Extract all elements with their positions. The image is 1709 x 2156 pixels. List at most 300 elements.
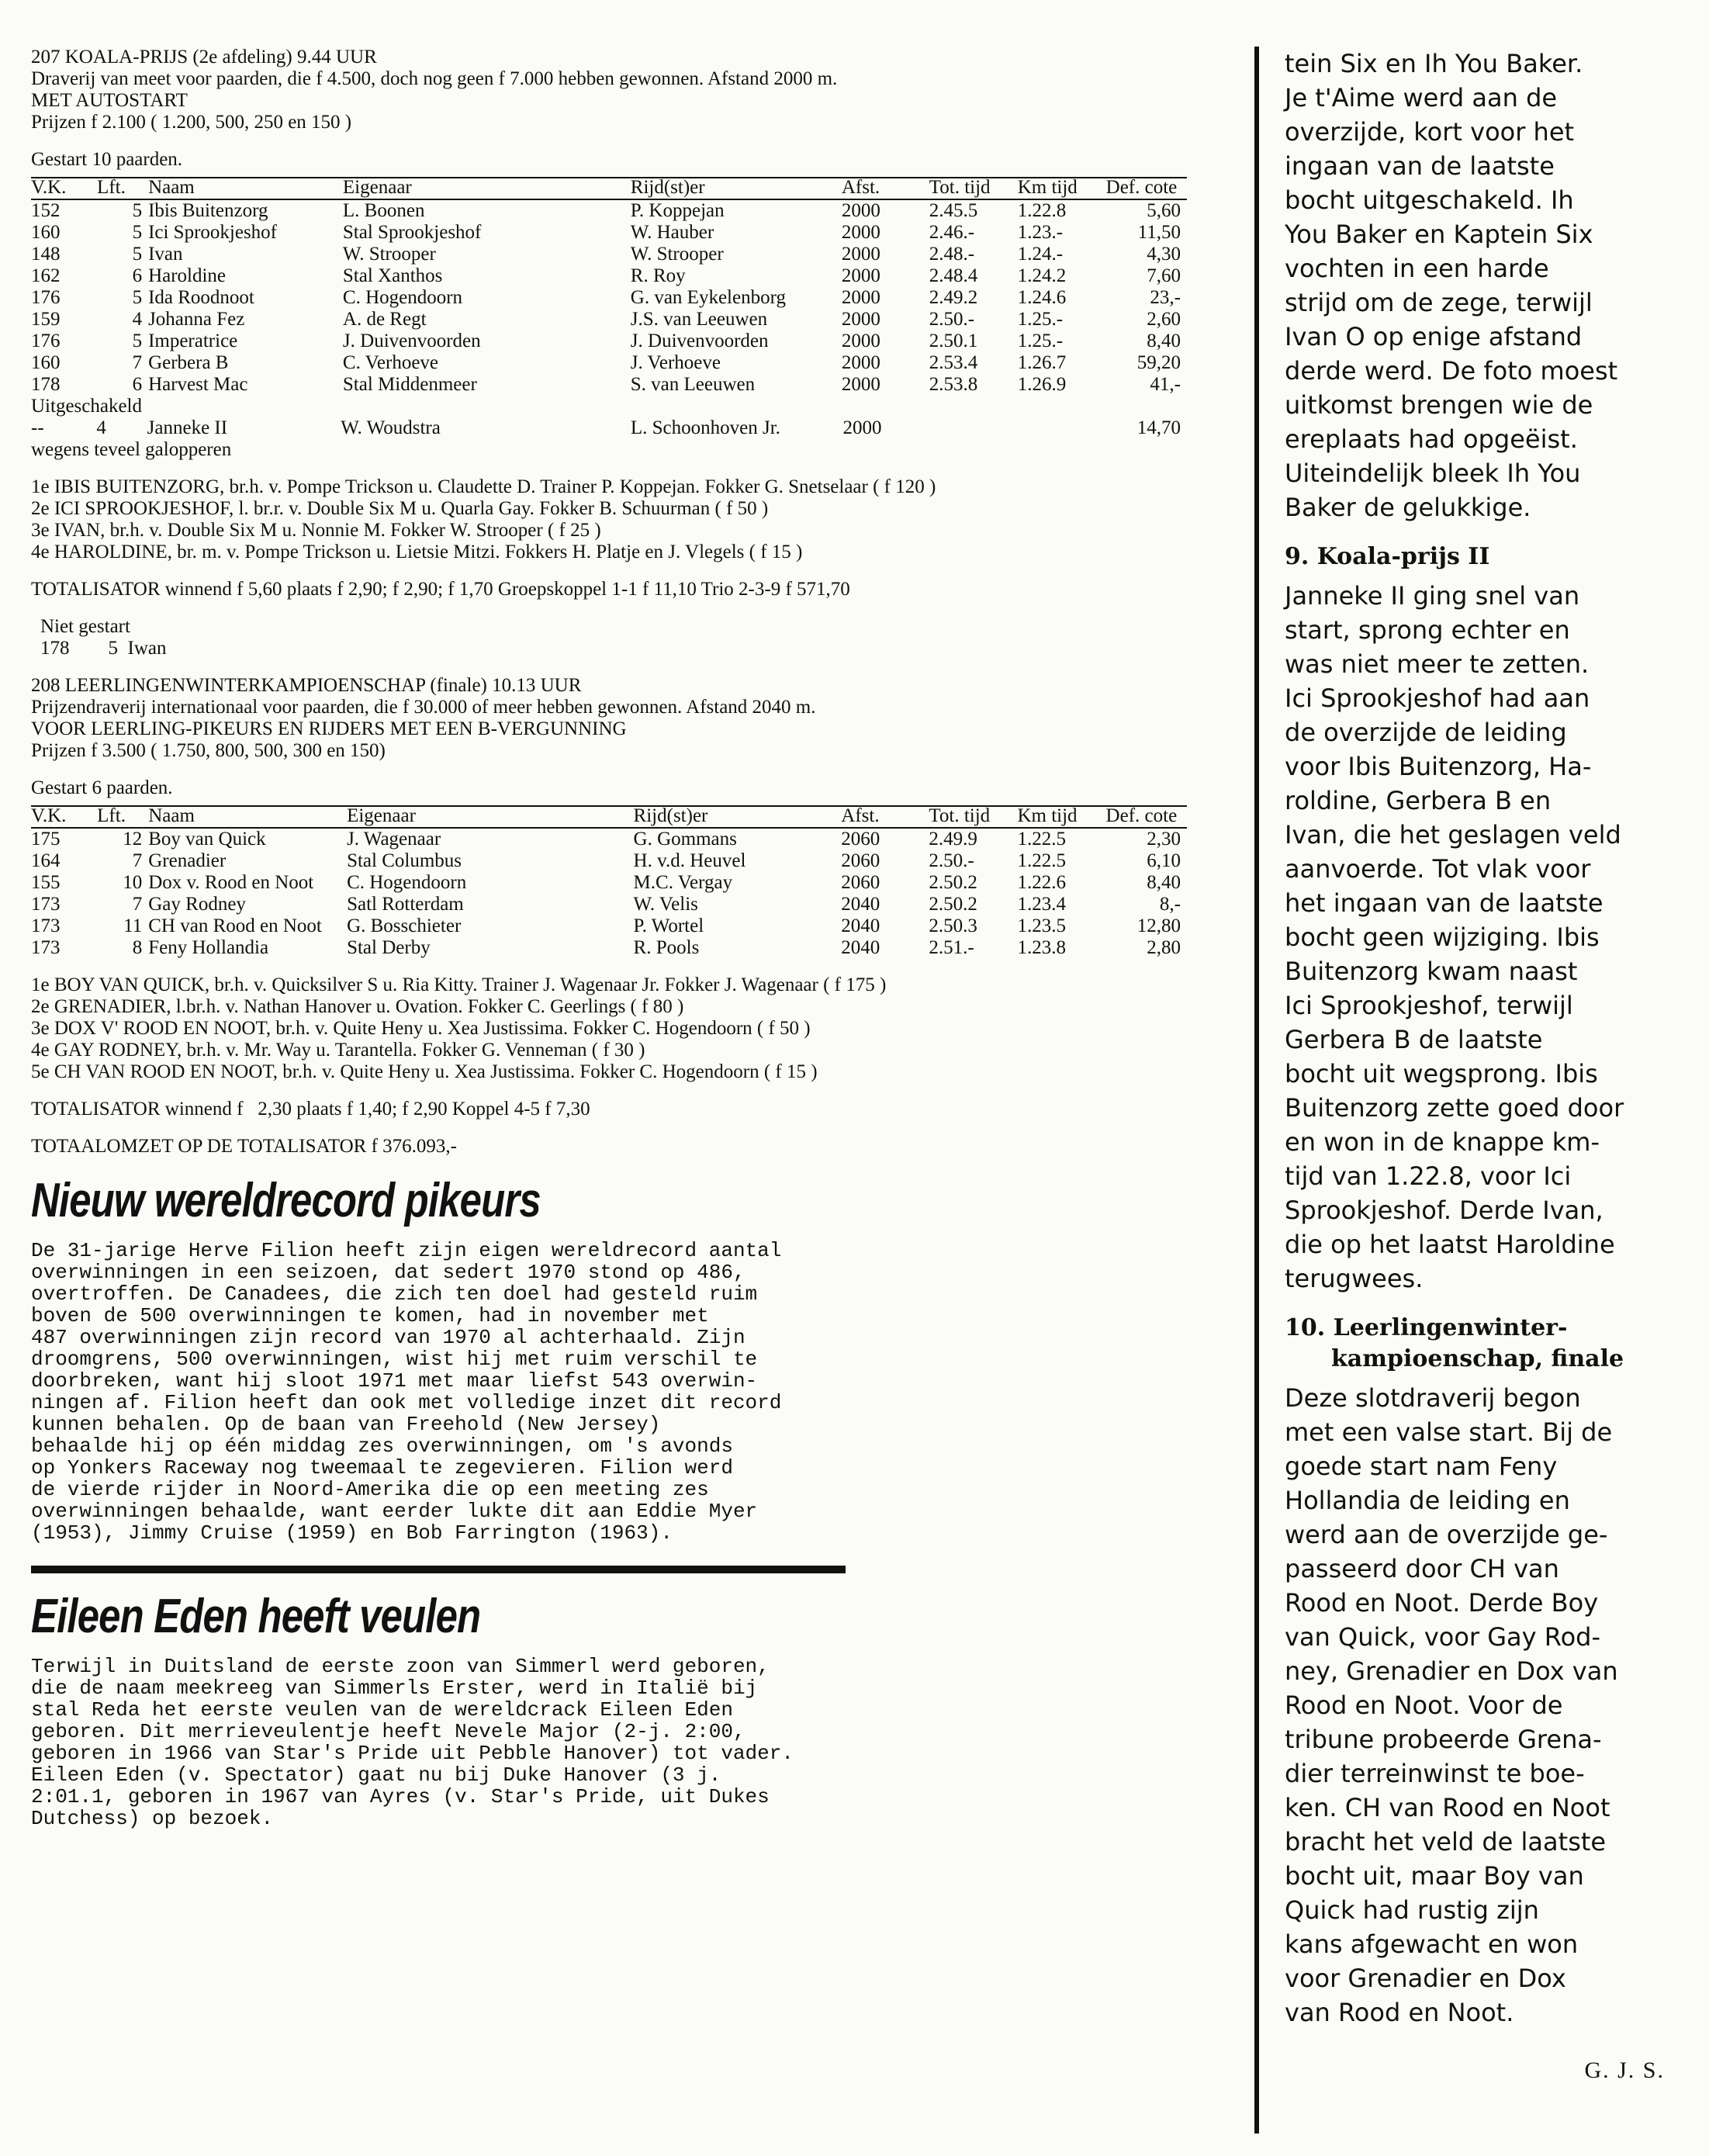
cell-def-cote: 5,60 (1147, 200, 1181, 221)
column-line: de overzijde de leiding (1285, 718, 1567, 747)
cell-afst: 2060 (841, 850, 880, 871)
column-line: Ici Sprookjeshof, terwijl (1285, 991, 1573, 1020)
cell-tot-tijd (932, 417, 1019, 439)
cell-afst: 2000 (841, 287, 880, 308)
cell-km-tijd: 1.23.4 (1017, 894, 1066, 915)
article-line: geboren. Dit merrieveulentje heeft Nevele Major (2-j. 2:00, (31, 1720, 746, 1743)
column-line: Baker de gelukkige. (1285, 493, 1531, 522)
cell-vk: 176 (31, 330, 61, 351)
cell-vk: 162 (31, 265, 61, 286)
heading-koala-prijs: 9. Koala-prijs II (1285, 543, 1490, 570)
table-row (31, 915, 1187, 937)
article-line: (1953), Jimmy Cruise (1959) en Bob Farrington (1963). (31, 1521, 673, 1545)
cell-rijder: J.S. van Leeuwen (630, 309, 768, 330)
cell-eigenaar: G. Bosschieter (347, 915, 462, 936)
race-207-header (31, 47, 1226, 133)
race-208-rows (31, 828, 1187, 959)
article-line: behaalde hij op één middag zes overwinningen, om 's avonds (31, 1434, 733, 1458)
col-def-cote: Def. cote (1105, 805, 1178, 826)
cell-eigenaar: C. Hogendoorn (342, 287, 463, 308)
col-afst: Afst. (841, 177, 880, 198)
cell-rijder: W. Strooper (630, 244, 724, 265)
column-line: You Baker en Kaptein Six (1285, 220, 1593, 249)
signature: G. J. S. (1584, 2057, 1665, 2083)
article-line: Terwijl in Duitsland de eerste zoon van Simmerl werd geboren, (31, 1655, 770, 1678)
column-line: die op het laatst Haroldine (1285, 1230, 1615, 1259)
cell-eigenaar: Stal Middenmeer (342, 374, 477, 395)
table-row (31, 309, 1187, 330)
article-line: 2:01.1, geboren in 1967 van Ayres (v. Star's Pride, uit Dukes (31, 1785, 770, 1808)
race-208-results-table (31, 805, 1187, 959)
cell-eigenaar: Stal Derby (347, 937, 431, 958)
column-line: bocht uit wegsprong. Ibis (1285, 1059, 1598, 1088)
cell-def-cote: 7,60 (1147, 265, 1181, 286)
cell-afst: 2040 (841, 937, 880, 958)
race-207-rows (31, 199, 1187, 396)
race-208-restriction: VOOR LEERLING-PIKEURS EN RIJDERS MET EEN B-VERGUNNING (31, 718, 627, 739)
cell-km-tijd: 1.26.9 (1017, 374, 1067, 395)
cell-tot-tijd: 2.51.- (929, 937, 974, 958)
cell-def-cote: 8,- (1159, 894, 1181, 915)
column-line: ereplaats had opgeëist. (1285, 424, 1578, 454)
column-line: tribune probeerde Grena- (1285, 1725, 1602, 1754)
cell-vk: 152 (31, 200, 61, 221)
article-2-body (31, 1656, 1226, 1829)
column-line: voor Grenadier en Dox (1285, 1964, 1566, 1993)
col-lft: Lft. (97, 805, 126, 826)
cell-naam: Boy van Quick (148, 829, 266, 850)
cell-tot-tijd: 2.53.8 (929, 374, 978, 395)
col-rijder: Rijd(st)er (633, 805, 708, 826)
cell-tot-tijd: 2.49.2 (929, 287, 978, 308)
article-line: Dutchess) op bezoek. (31, 1807, 274, 1830)
article-line: op Yonkers Raceway nog tweemaal te zegevieren. Filion werd (31, 1456, 733, 1479)
cell-km-tijd: 1.23.8 (1017, 937, 1066, 958)
cell-rijder: M.C. Vergay (633, 872, 733, 893)
column-line: was niet meer te zetten. (1285, 649, 1590, 679)
table-row (31, 265, 1187, 287)
placing-line: 4e GAY RODNEY, br.h. v. Mr. Way u. Tarantella. Fokker G. Venneman ( f 30 ) (31, 1040, 645, 1061)
cell-def-cote: 11,50 (1137, 222, 1181, 243)
cell-afst: 2040 (841, 894, 880, 915)
cell-lft: 4 (96, 417, 106, 438)
cell-def-cote: 4,30 (1147, 244, 1181, 265)
niet-gestart-entry: 178 5 Iwan (40, 638, 167, 659)
placing-line: 4e HAROLDINE, br. m. v. Pompe Trickson u. Lietsie Mitzi. Fokkers H. Platje en J. Vlegels ( f 15 ) (31, 542, 803, 562)
column-line: Ici Sprookjeshof had aan (1285, 683, 1590, 713)
col-tot-tijd: Tot. tijd (929, 805, 991, 826)
column-line: werd aan de overzijde ge- (1285, 1520, 1608, 1549)
column-line: bocht geen wijziging. Ibis (1285, 922, 1600, 952)
cell-rijder: W. Hauber (630, 222, 714, 243)
cell-eigenaar: Stal Xanthos (342, 265, 443, 286)
column-line: Sprookjeshof. Derde Ivan, (1285, 1196, 1603, 1225)
cell-lft: 5 (132, 200, 143, 221)
cell-eigenaar: Stal Sprookjeshof (342, 222, 482, 243)
cell-naam: Gay Rodney (148, 894, 246, 915)
col-vk: V.K. (31, 805, 67, 826)
column-line: Buitenzorg kwam naast (1285, 957, 1578, 986)
cell-vk: 159 (31, 309, 61, 330)
cell-afst: 2000 (841, 265, 880, 286)
col-naam: Naam (148, 805, 195, 826)
cell-tot-tijd: 2.49.9 (929, 829, 977, 850)
cell-naam: Imperatrice (148, 330, 238, 351)
placing-line: 1e BOY VAN QUICK, br.h. v. Quicksilver S u. Ria Kitty. Trainer J. Wagenaar Jr. Fokker J. Wagenaar ( f 175 ) (31, 974, 887, 995)
cell-afst: 2060 (841, 872, 880, 893)
article-line: ningen af. Filion heeft dan ook met volledige inzet dit record (31, 1391, 782, 1414)
table-row (31, 287, 1187, 309)
heading-leerlingen-b: kampioenschap, finale (1331, 1345, 1624, 1372)
cell-eigenaar: J. Duivenvoorden (342, 330, 481, 351)
report-koala-prijs (1285, 579, 1680, 1296)
totaalomzet: TOTAALOMZET OP DE TOTALISATOR f 376.093,- (31, 1136, 457, 1157)
cell-vk: 173 (31, 894, 61, 915)
column-line: van Rood en Noot. (1285, 1998, 1514, 2027)
cell-afst: 2000 (841, 352, 880, 373)
column-line: vochten in een harde (1285, 254, 1549, 283)
col-vk: V.K. (31, 177, 67, 198)
cell-vk: 176 (31, 287, 61, 308)
column-line: Ivan, die het geslagen veld (1285, 820, 1621, 850)
column-line: het ingaan van de laatste (1285, 888, 1603, 918)
article-line: stal Reda het eerste veulen van de wereldcrack Eileen Eden (31, 1698, 733, 1722)
cell-tot-tijd: 2.48.4 (929, 265, 978, 286)
report-intro (1285, 47, 1680, 524)
cell-def-cote: 8,40 (1147, 330, 1181, 351)
cell-naam: CH van Rood en Noot (148, 915, 322, 936)
dq-reason: wegens teveel galopperen (31, 439, 232, 460)
cell-eigenaar: C. Verhoeve (342, 352, 439, 373)
article-1-body (31, 1240, 1226, 1544)
col-def-cote: Def. cote (1105, 177, 1178, 198)
cell-naam: Grenadier (148, 850, 227, 871)
cell-lft: 5 (132, 287, 143, 308)
cell-afst: 2000 (841, 222, 880, 243)
cell-def-cote: 41,- (1150, 374, 1181, 395)
cell-vk: 175 (31, 829, 61, 850)
cell-tot-tijd: 2.50.2 (929, 872, 977, 893)
race-207-results-table (31, 177, 1187, 396)
section-rule (31, 1566, 846, 1573)
cell-afst: 2000 (841, 374, 880, 395)
table-row (31, 894, 1187, 915)
cell-rijder: P. Wortel (633, 915, 704, 936)
cell-lft: 6 (132, 374, 143, 395)
column-line: terugwees. (1285, 1264, 1424, 1293)
cell-vk: 173 (31, 937, 61, 958)
article-line: kunnen behalen. Op de baan van Freehold (New Jersey) (31, 1413, 661, 1436)
cell-lft: 11 (123, 915, 143, 936)
cell-km-tijd: 1.24.- (1017, 244, 1064, 265)
article-line: overwinningen behaalde, want eerder lukte dit aan Eddie Myer (31, 1500, 758, 1523)
column-line: Rood en Noot. Derde Boy (1285, 1588, 1599, 1618)
cell-afst: 2000 (841, 244, 880, 265)
left-column (31, 47, 1226, 1829)
cell-eigenaar: Stal Columbus (347, 850, 462, 871)
placing-line: 2e GRENADIER, l.br.h. v. Nathan Hanover u. Ovation. Fokker C. Geerlings ( f 80 ) (31, 996, 684, 1017)
article-line: 487 overwinningen zijn record van 1970 al achterhaald. Zijn (31, 1326, 746, 1349)
cell-vk: 155 (31, 872, 61, 893)
column-line: ney, Grenadier en Dox van (1285, 1656, 1618, 1686)
cell-tot-tijd: 2.53.4 (929, 352, 978, 373)
report-leerlingen (1285, 1381, 1680, 2030)
column-line: Uiteindelijk bleek Ih You (1285, 459, 1581, 488)
column-line: kans afgewacht en won (1285, 1929, 1579, 1959)
cell-naam: Haroldine (148, 265, 227, 286)
column-line: tein Six en Ih You Baker. (1285, 49, 1583, 78)
cell-afst: 2000 (842, 417, 882, 438)
cell-tot-tijd: 2.50.3 (929, 915, 977, 936)
placing-line: 2e ICI SPROOKJESHOF, l. br.r. v. Double Six M u. Quarla Gay. Fokker B. Schuurman ( f 50 ) (31, 498, 769, 519)
cell-rijder: P. Koppejan (630, 200, 725, 221)
cell-lft: 7 (132, 894, 143, 915)
cell-rijder: J. Duivenvoorden (630, 330, 769, 351)
cell-def-cote: 14,70 (1136, 417, 1181, 438)
cell-naam: Ida Roodnoot (148, 287, 254, 308)
cell-afst: 2000 (841, 330, 880, 351)
cell-km-tijd: 1.22.6 (1017, 872, 1066, 893)
col-tot-tijd: Tot. tijd (929, 177, 991, 198)
placing-line: 3e DOX V' ROOD EN NOOT, br.h. v. Quite Heny u. Xea Justissima. Fokker C. Hogendoorn ( f 50 ) (31, 1018, 811, 1039)
column-line: bracht het veld de laatste (1285, 1827, 1607, 1857)
table-row (31, 417, 1187, 439)
cell-lft: 7 (132, 850, 143, 871)
race-208-started: Gestart 6 paarden. (31, 777, 173, 798)
cell-def-cote: 2,60 (1147, 309, 1181, 330)
column-line: Ivan O op enige afstand (1285, 322, 1583, 351)
article-line: boven de 500 overwinningen te komen, had in november met (31, 1304, 709, 1327)
article-1-title: Nieuw wereldrecord pikeurs (31, 1174, 541, 1227)
column-line: uitkomst brengen wie de (1285, 390, 1593, 420)
column-line: van Quick, voor Gay Rod- (1285, 1622, 1600, 1652)
cell-afst: 2000 (841, 309, 880, 330)
article-line: de vierde rijder in Noord-Amerika die op een meeting zes (31, 1478, 709, 1501)
column-line: overzijde, kort voor het (1285, 117, 1575, 147)
cell-eigenaar: J. Wagenaar (347, 829, 441, 850)
cell-tot-tijd: 2.46.- (929, 222, 975, 243)
cell-tot-tijd: 2.50.1 (929, 330, 978, 351)
race-207-dq-table (31, 417, 1187, 439)
cell-naam: Johanna Fez (148, 309, 245, 330)
article-line: geboren in 1966 van Star's Pride uit Pebble Hanover) tot vader. (31, 1742, 794, 1765)
article-line: overwinningen in een seizoen, dat sedert 1970 stond op 486, (31, 1261, 746, 1284)
cell-lft: 5 (132, 244, 143, 265)
cell-km-tijd: 1.25.- (1017, 309, 1064, 330)
cell-km-tijd (1019, 417, 1105, 439)
placing-line: 5e CH VAN ROOD EN NOOT, br.h. v. Quite Heny u. Xea Justissima. Fokker C. Hogendoorn ( f 15 ) (31, 1061, 818, 1082)
placing-line: 1e IBIS BUITENZORG, br.h. v. Pompe Trickson u. Claudette D. Trainer P. Koppejan. Fokker G. Snetselaar ( f 120 ) (31, 476, 936, 497)
cell-rijder: R. Roy (630, 265, 686, 286)
col-eigenaar: Eigenaar (342, 177, 412, 198)
cell-km-tijd: 1.23.5 (1017, 915, 1066, 936)
column-line: Gerbera B de laatste (1285, 1025, 1543, 1054)
column-line: derde werd. De foto moest (1285, 356, 1618, 386)
cell-naam: Ibis Buitenzorg (148, 200, 268, 221)
column-line: Hollandia de leiding en (1285, 1486, 1570, 1515)
column-divider (1254, 47, 1259, 2134)
cell-tot-tijd: 2.50.2 (929, 894, 977, 915)
cell-lft: 5 (132, 222, 143, 243)
cell-def-cote: 8,40 (1147, 872, 1181, 893)
column-line: Deze slotdraverij begon (1285, 1383, 1581, 1413)
cell-eigenaar: C. Hogendoorn (347, 872, 467, 893)
race-208-conditions: Prijzendraverij internationaal voor paarden, die f 30.000 of meer hebben gewonnen. Afstand 2040 m. (31, 697, 816, 718)
article-line: overtroffen. De Canadees, die zich ten doel had gesteld ruim (31, 1282, 758, 1306)
cell-naam: Dox v. Rood en Noot (148, 872, 314, 893)
cell-vk: 160 (31, 352, 61, 373)
column-line: start, sprong echter en (1285, 615, 1570, 645)
column-line: bocht uitgeschakeld. Ih (1285, 185, 1574, 215)
race-208-placings (31, 974, 1226, 1083)
race-208-totalisator: TOTALISATOR winnend f 2,30 plaats f 1,40; f 2,90 Koppel 4-5 f 7,30 (31, 1099, 590, 1120)
cell-km-tijd: 1.23.- (1017, 222, 1064, 243)
race-207-title: 207 KOALA-PRIJS (2e afdeling) 9.44 UUR (31, 47, 377, 67)
cell-naam: Gerbera B (148, 352, 229, 373)
cell-lft: 12 (123, 829, 143, 850)
cell-rijder: S. van Leeuwen (630, 374, 756, 395)
column-line: Buitenzorg zette goed door (1285, 1093, 1624, 1123)
cell-naam: Ivan (148, 244, 183, 265)
col-km-tijd: Km tijd (1017, 177, 1078, 198)
cell-km-tijd: 1.22.8 (1017, 200, 1067, 221)
race-207-prizes: Prijzen f 2.100 ( 1.200, 500, 250 en 150 ) (31, 112, 352, 133)
table-row (31, 352, 1187, 374)
cell-vk: 160 (31, 222, 61, 243)
cell-def-cote: 12,80 (1136, 915, 1181, 936)
cell-km-tijd: 1.24.2 (1017, 265, 1067, 286)
placing-line: 3e IVAN, br.h. v. Double Six M u. Nonnie M. Fokker W. Strooper ( f 25 ) (31, 520, 601, 541)
cell-vk: 173 (31, 915, 61, 936)
cell-lft: 7 (132, 352, 143, 373)
column-line: bocht uit, maar Boy van (1285, 1861, 1584, 1891)
cell-tot-tijd: 2.50.- (929, 850, 974, 871)
cell-vk: -- (31, 417, 44, 438)
cell-rijder: W. Velis (633, 894, 698, 915)
column-line: aanvoerde. Tot vlak voor (1285, 854, 1591, 884)
table-row (31, 222, 1187, 244)
article-2-title: Eileen Eden heeft veulen (31, 1590, 481, 1643)
column-line: goede start nam Feny (1285, 1452, 1558, 1481)
col-km-tijd: Km tijd (1017, 805, 1078, 826)
cell-naam: Janneke II (147, 417, 228, 438)
cell-rijder: G. van Eykelenborg (630, 287, 786, 308)
column-line: passeerd door CH van (1285, 1554, 1559, 1583)
cell-km-tijd: 1.25.- (1017, 330, 1064, 351)
col-eigenaar: Eigenaar (347, 805, 416, 826)
cell-eigenaar: Satl Rotterdam (347, 894, 464, 915)
column-line: strijd om de zege, terwijl (1285, 288, 1593, 317)
race-207-totalisator: TOTALISATOR winnend f 5,60 plaats f 2,90; f 2,90; f 1,70 Groepskoppel 1-1 f 11,10 Trio 2-3-9 f 571,70 (31, 579, 850, 600)
article-line: De 31-jarige Herve Filion heeft zijn eigen wereldrecord aantal (31, 1239, 782, 1262)
article-line: Eileen Eden (v. Spectator) gaat nu bij Duke Hanover (3 j. (31, 1763, 721, 1787)
cell-km-tijd: 1.22.5 (1017, 829, 1066, 850)
cell-eigenaar: W. Woudstra (341, 417, 441, 438)
cell-vk: 148 (31, 244, 61, 265)
cell-def-cote: 59,20 (1136, 352, 1181, 373)
race-208-prizes: Prijzen f 3.500 ( 1.750, 800, 500, 300 en 150) (31, 740, 386, 761)
cell-rijder: L. Schoonhoven Jr. (630, 417, 780, 438)
column-line: Janneke II ging snel van (1285, 581, 1580, 611)
cell-km-tijd: 1.24.6 (1017, 287, 1067, 308)
cell-rijder: G. Gommans (633, 829, 737, 850)
article-line: die de naam meekreeg van Simmerls Erster, werd in Italië bij (31, 1677, 758, 1700)
table-row (31, 937, 1187, 959)
cell-lft: 4 (132, 309, 143, 330)
cell-def-cote: 2,80 (1147, 937, 1181, 958)
col-rijder: Rijd(st)er (630, 177, 705, 198)
cell-naam: Ici Sprookjeshof (148, 222, 278, 243)
cell-lft: 5 (132, 330, 143, 351)
cell-naam: Harvest Mac (148, 374, 248, 395)
cell-lft: 6 (132, 265, 143, 286)
col-afst: Afst. (841, 805, 880, 826)
cell-eigenaar: L. Boonen (342, 200, 425, 221)
col-naam: Naam (148, 177, 195, 198)
cell-lft: 10 (123, 872, 143, 893)
cell-rijder: J. Verhoeve (630, 352, 721, 373)
column-line: voor Ibis Buitenzorg, Ha- (1285, 752, 1592, 781)
cell-lft: 8 (132, 937, 143, 958)
column-line: ingaan van de laatste (1285, 151, 1555, 181)
cell-def-cote: 6,10 (1147, 850, 1181, 871)
column-line: met een valse start. Bij de (1285, 1417, 1613, 1447)
cell-km-tijd: 1.22.5 (1017, 850, 1066, 871)
cell-eigenaar: W. Strooper (342, 244, 436, 265)
table-row (31, 244, 1187, 265)
column-line: Quick had rustig zijn (1285, 1895, 1539, 1925)
table-row (31, 872, 1187, 894)
column-line: dier terreinwinst te boe- (1285, 1759, 1585, 1788)
col-lft: Lft. (97, 177, 126, 198)
cell-rijder: R. Pools (633, 937, 700, 958)
cell-vk: 178 (31, 374, 61, 395)
cell-tot-tijd: 2.48.- (929, 244, 975, 265)
cell-rijder: H. v.d. Heuvel (633, 850, 746, 871)
race-208-title: 208 LEERLINGENWINTERKAMPIOENSCHAP (finale) 10.13 UUR (31, 675, 582, 696)
column-line: tijd van 1.22.8, voor Ici (1285, 1161, 1572, 1191)
cell-naam: Feny Hollandia (148, 937, 269, 958)
table-row (31, 199, 1187, 222)
column-line: Je t'Aime werd aan de (1285, 83, 1558, 112)
heading-leerlingen-a: 10. Leerlingenwinter- (1285, 1314, 1568, 1341)
column-line: en won in de knappe km- (1285, 1127, 1600, 1157)
race-207-placings (31, 476, 1226, 563)
cell-km-tijd: 1.26.7 (1017, 352, 1067, 373)
cell-eigenaar: A. de Regt (342, 309, 427, 330)
cell-tot-tijd: 2.50.- (929, 309, 975, 330)
cell-afst: 2060 (841, 829, 880, 850)
table-row (31, 850, 1187, 872)
cell-afst: 2000 (841, 200, 880, 221)
article-line: droomgrens, 500 overwinningen, wist hij met ruim verschil te (31, 1348, 758, 1371)
cell-def-cote: 23,- (1150, 287, 1181, 308)
race-208-header (31, 675, 1226, 762)
race-207-conditions: Draverij van meet voor paarden, die f 4.500, doch nog geen f 7.000 hebben gewonnen. Afstand 2000 m. (31, 68, 838, 89)
cell-def-cote: 2,30 (1147, 829, 1181, 850)
table-row (31, 330, 1187, 352)
cell-tot-tijd: 2.45.5 (929, 200, 978, 221)
table-row (31, 374, 1187, 396)
column-line: roldine, Gerbera B en (1285, 786, 1552, 815)
column-line: Rood en Noot. Voor de (1285, 1691, 1563, 1720)
right-column (1285, 47, 1680, 2084)
column-line: ken. CH van Rood en Noot (1285, 1793, 1610, 1822)
article-line: doorbreken, want hij sloot 1971 met maar liefst 543 overwin- (31, 1369, 758, 1393)
cell-afst: 2040 (841, 915, 880, 936)
cell-vk: 164 (31, 850, 61, 871)
uitgeschakeld-label: Uitgeschakeld (31, 396, 143, 417)
